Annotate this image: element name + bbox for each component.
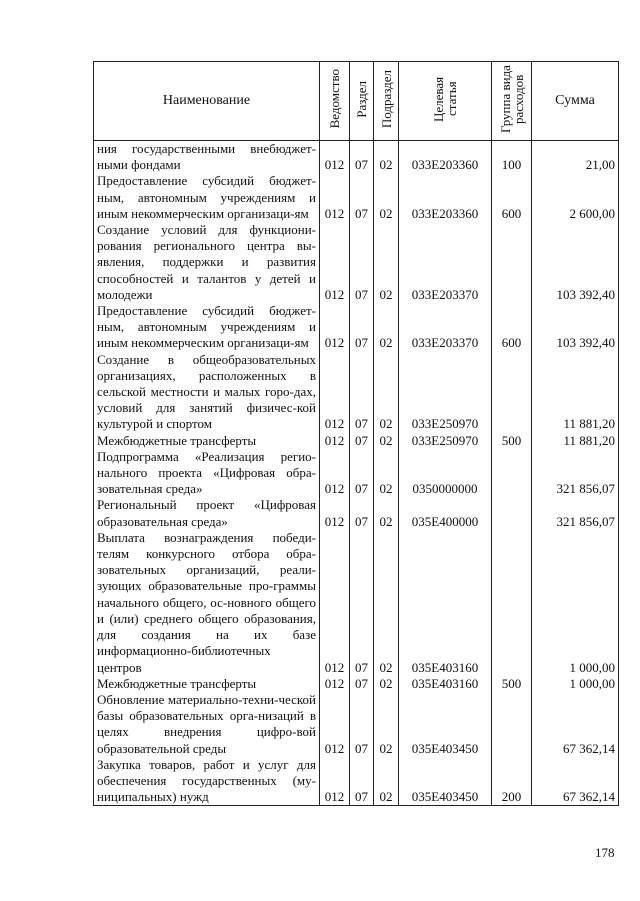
row-name: Межбюджетные трансферты	[94, 433, 320, 449]
row-department: 012	[320, 497, 350, 529]
row-target-item: 035Е403450	[399, 692, 492, 757]
table-row	[94, 222, 619, 303]
row-expense-group: 600	[492, 173, 532, 222]
header-expense-group: Группа вида расходов	[492, 62, 532, 141]
row-expense-group: 200	[492, 757, 532, 806]
row-expense-group	[492, 449, 532, 498]
row-name: Подпрограмма «Реализация регио-нального проекта «Цифровая обра-зовательная среда»	[94, 449, 320, 498]
row-name: Межбюджетные трансферты	[94, 676, 320, 692]
row-subsection: 02	[374, 757, 399, 806]
table-header-row	[94, 62, 619, 141]
row-amount: 1 000,00	[532, 530, 619, 676]
row-section: 07	[350, 303, 374, 352]
row-subsection: 02	[374, 141, 399, 174]
row-expense-group: 600	[492, 303, 532, 352]
row-department: 012	[320, 352, 350, 433]
row-subsection: 02	[374, 303, 399, 352]
row-target-item: 033Е203370	[399, 222, 492, 303]
table-row	[94, 676, 619, 692]
page-number: 178	[595, 845, 615, 860]
row-expense-group: 100	[492, 141, 532, 174]
row-name: Выплата вознаграждения победи-телям конкурсного отбора обра-зовательных организаций, реали-зующих образовательные про-граммы начального общего, ос-новного общего и (или) среднего общего образования, для создания на их базе информационно-библиотечных центров	[94, 530, 320, 676]
row-name: Региональный проект «Цифровая образовательная среда»	[94, 497, 320, 529]
row-section: 07	[350, 530, 374, 676]
row-target-item: 033Е250970	[399, 433, 492, 449]
row-amount: 321 856,07	[532, 497, 619, 529]
row-name: Обновление материально-техни-ческой базы образовательных орга-низаций в целях внедрения цифро-вой образовательной среды	[94, 692, 320, 757]
row-amount: 1 000,00	[532, 676, 619, 692]
row-expense-group	[492, 497, 532, 529]
row-target-item: 033Е203370	[399, 303, 492, 352]
row-department: 012	[320, 530, 350, 676]
row-subsection: 02	[374, 433, 399, 449]
row-section: 07	[350, 449, 374, 498]
header-subsection: Подраздел	[374, 62, 399, 141]
header-target-item: Целевая статья	[399, 62, 492, 141]
table-row	[94, 303, 619, 352]
row-amount: 321 856,07	[532, 449, 619, 498]
budget-table	[93, 61, 619, 806]
row-section: 07	[350, 141, 374, 174]
table-body	[94, 141, 619, 806]
row-name: Предоставление субсидий бюджет-ным, автономным учреждениям и иным некоммерческим организаци-ям	[94, 303, 320, 352]
row-section: 07	[350, 433, 374, 449]
row-department: 012	[320, 433, 350, 449]
row-expense-group	[492, 692, 532, 757]
row-department: 012	[320, 303, 350, 352]
row-expense-group	[492, 352, 532, 433]
row-target-item: 033Е203360	[399, 173, 492, 222]
row-amount: 67 362,14	[532, 757, 619, 806]
table-row	[94, 530, 619, 676]
row-section: 07	[350, 676, 374, 692]
row-name: Создание в общеобразовательных организациях, расположенных в сельской местности и малых горо-дах, условий для занятий физичес-кой культурой и спортом	[94, 352, 320, 433]
row-department: 012	[320, 141, 350, 174]
table-row	[94, 173, 619, 222]
row-subsection: 02	[374, 173, 399, 222]
row-section: 07	[350, 173, 374, 222]
row-amount: 21,00	[532, 141, 619, 174]
row-department: 012	[320, 692, 350, 757]
row-subsection: 02	[374, 692, 399, 757]
row-department: 012	[320, 173, 350, 222]
row-target-item: 035Е403450	[399, 757, 492, 806]
row-section: 07	[350, 757, 374, 806]
row-expense-group: 500	[492, 433, 532, 449]
row-name: Предоставление субсидий бюджет-ным, автономным учреждениям и иным некоммерческим организаци-ям	[94, 173, 320, 222]
row-amount: 11 881,20	[532, 433, 619, 449]
row-target-item: 033Е250970	[399, 352, 492, 433]
row-department: 012	[320, 676, 350, 692]
row-subsection: 02	[374, 497, 399, 529]
row-amount: 103 392,40	[532, 222, 619, 303]
row-target-item: 035Е403160	[399, 676, 492, 692]
row-expense-group	[492, 530, 532, 676]
row-expense-group: 500	[492, 676, 532, 692]
row-department: 012	[320, 449, 350, 498]
table-row	[94, 433, 619, 449]
row-target-item: 035Е400000	[399, 497, 492, 529]
row-expense-group	[492, 222, 532, 303]
row-section: 07	[350, 497, 374, 529]
row-subsection: 02	[374, 449, 399, 498]
table-row	[94, 141, 619, 174]
header-department: Ведомство	[320, 62, 350, 141]
row-target-item: 035Е403160	[399, 530, 492, 676]
row-amount: 2 600,00	[532, 173, 619, 222]
header-section: Раздел	[350, 62, 374, 141]
table-row	[94, 757, 619, 806]
row-amount: 11 881,20	[532, 352, 619, 433]
table-row	[94, 497, 619, 529]
table-row	[94, 449, 619, 498]
row-amount: 67 362,14	[532, 692, 619, 757]
row-amount: 103 392,40	[532, 303, 619, 352]
row-name: Создание условий для функциони-рования регионального центра вы-явления, поддержки и развития способностей и талантов у детей и молодежи	[94, 222, 320, 303]
row-subsection: 02	[374, 676, 399, 692]
row-department: 012	[320, 757, 350, 806]
row-section: 07	[350, 222, 374, 303]
row-name: Закупка товаров, работ и услуг для обеспечения государственных (му-ниципальных) нужд	[94, 757, 320, 806]
header-amount: Сумма	[532, 62, 619, 141]
row-department: 012	[320, 222, 350, 303]
row-subsection: 02	[374, 530, 399, 676]
header-name: Наименование	[94, 62, 320, 141]
row-target-item: 033Е203360	[399, 141, 492, 174]
row-section: 07	[350, 692, 374, 757]
row-subsection: 02	[374, 352, 399, 433]
table-row	[94, 692, 619, 757]
row-subsection: 02	[374, 222, 399, 303]
row-section: 07	[350, 352, 374, 433]
table-row	[94, 352, 619, 433]
row-target-item: 0350000000	[399, 449, 492, 498]
row-name: ния государственными внебюджет-ными фондами	[94, 141, 320, 174]
